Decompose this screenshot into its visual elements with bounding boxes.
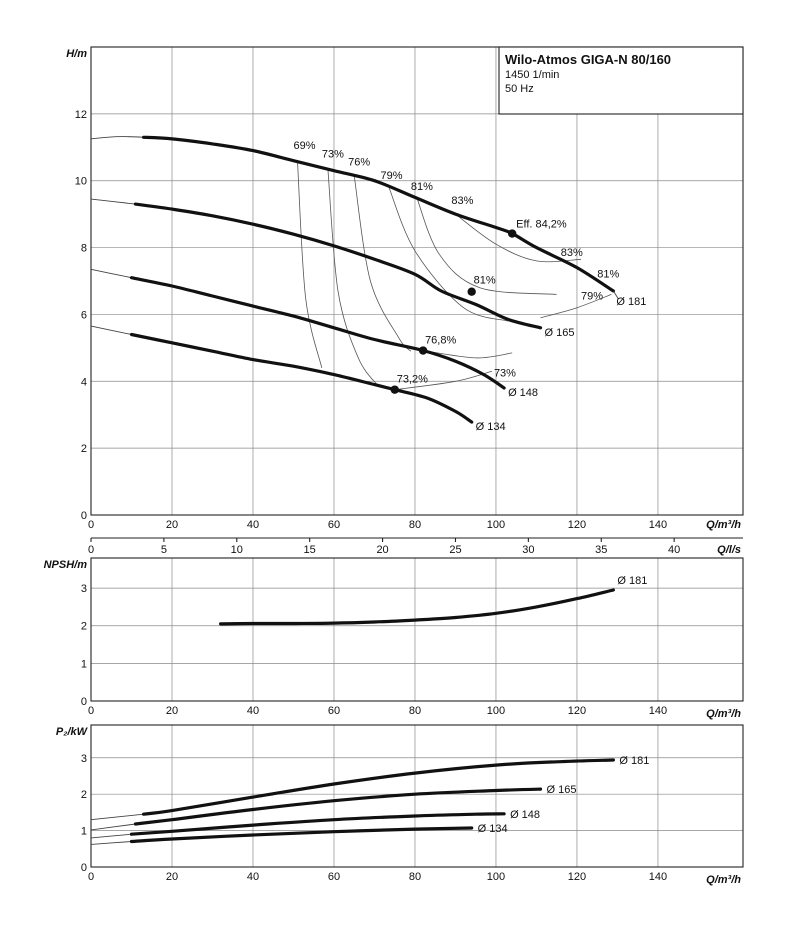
y-tick-label: 6: [80, 309, 87, 322]
x-axis-label: Q/m³/h: [706, 519, 741, 531]
npsh-curve: [221, 590, 614, 624]
series-label: Ø 148: [510, 808, 541, 821]
efficiency-point: [391, 385, 399, 393]
y-tick-label: 1: [80, 825, 87, 838]
plot-frame: [91, 47, 743, 515]
series-label: Ø 134: [477, 823, 508, 836]
power-curve-extension: [91, 824, 136, 830]
y-tick-label: 0: [80, 862, 87, 874]
efficiency-point-label: 73,2%: [396, 373, 428, 386]
power-curve-extension: [91, 842, 132, 845]
iso-efficiency-line: [389, 187, 508, 322]
y-axis-label: NPSH/m: [43, 559, 87, 571]
efficiency-label: 83%: [451, 195, 474, 208]
x-tick-label: 60: [327, 705, 341, 717]
power-curve-extension: [91, 814, 144, 820]
secondary-x-tick-label: 0: [87, 544, 95, 556]
npsh-panel: [44, 558, 743, 720]
curve-extension: [91, 326, 132, 334]
impeller-curve: [144, 137, 614, 291]
iso-efficiency-line: [298, 162, 322, 368]
y-tick-label: 12: [74, 108, 87, 121]
secondary-x-tick-label: 35: [595, 544, 608, 556]
head-panel: [66, 47, 743, 556]
y-tick-label: 1: [80, 658, 87, 671]
efficiency-label: 81%: [410, 181, 433, 194]
title-box-title: Wilo-Atmos GIGA-N 80/160: [505, 52, 672, 67]
y-tick-label: 2: [80, 789, 87, 802]
iso-efficiency-line: [328, 169, 379, 386]
secondary-x-tick-label: 30: [522, 544, 535, 556]
x-axis-label: Q/m³/h: [706, 874, 741, 886]
secondary-x-tick-label: 40: [668, 544, 681, 556]
efficiency-label: 81%: [597, 268, 620, 281]
x-tick-label: 80: [408, 871, 422, 883]
efficiency-point: [467, 287, 475, 295]
x-tick-label: 0: [87, 871, 95, 883]
secondary-x-tick-label: 25: [449, 544, 462, 556]
curve-extension: [91, 199, 136, 204]
y-tick-label: 0: [80, 696, 87, 708]
secondary-x-tick-label: 5: [160, 544, 167, 556]
efficiency-point-label: Eff. 84,2%: [516, 218, 567, 231]
y-tick-label: 2: [80, 620, 87, 633]
x-tick-label: 60: [327, 519, 341, 531]
y-tick-label: 2: [80, 443, 87, 456]
x-tick-label: 120: [567, 519, 587, 531]
series-label: Ø 165: [546, 784, 577, 797]
title-box-frequency: 50 Hz: [505, 83, 534, 95]
efficiency-label: 79%: [581, 290, 604, 303]
x-tick-label: 140: [648, 705, 668, 717]
x-tick-label: 40: [246, 519, 260, 531]
series-label: Ø 148: [508, 386, 539, 399]
x-tick-label: 80: [408, 705, 422, 717]
y-axis-label: H/m: [66, 48, 87, 60]
x-tick-label: 60: [327, 871, 341, 883]
efficiency-point-label: 76,8%: [425, 334, 457, 347]
title-box-speed: 1450 1/min: [505, 69, 560, 81]
efficiency-label: 73%: [321, 148, 344, 161]
x-tick-label: 20: [165, 519, 179, 531]
x-tick-label: 40: [246, 705, 260, 717]
series-label: Ø 134: [475, 421, 506, 434]
x-tick-label: 120: [567, 705, 587, 717]
power-panel: [56, 725, 743, 886]
y-tick-label: 8: [80, 242, 87, 255]
x-tick-label: 100: [486, 519, 506, 531]
series-label: Ø 181: [619, 754, 650, 767]
curve-extension: [91, 269, 132, 277]
x-tick-label: 100: [486, 705, 506, 717]
curve-extension: [91, 137, 144, 139]
efficiency-point: [508, 229, 516, 237]
y-tick-label: 4: [80, 376, 87, 389]
y-tick-label: 10: [74, 175, 87, 188]
series-label: Ø 165: [544, 326, 575, 339]
efficiency-point-label: 81%: [473, 274, 496, 287]
title-box: [499, 47, 743, 114]
y-tick-label: 3: [80, 583, 87, 596]
x-tick-label: 40: [246, 871, 260, 883]
efficiency-label: 79%: [380, 170, 403, 183]
efficiency-label: 73%: [493, 367, 516, 380]
series-label: Ø 181: [616, 296, 647, 309]
x-tick-label: 120: [567, 871, 587, 883]
secondary-x-tick-label: 10: [230, 544, 243, 556]
y-axis-label: P₂/kW: [55, 726, 87, 738]
efficiency-label: 69%: [293, 139, 316, 152]
y-tick-label: 3: [80, 752, 87, 765]
x-tick-label: 20: [165, 705, 179, 717]
x-tick-label: 100: [486, 871, 506, 883]
efficiency-point: [419, 346, 427, 354]
x-tick-label: 20: [165, 871, 179, 883]
efficiency-label: 83%: [560, 246, 583, 259]
y-tick-label: 0: [80, 510, 87, 522]
x-tick-label: 0: [87, 705, 95, 717]
series-label: Ø 181: [617, 574, 648, 587]
x-tick-label: 0: [87, 519, 95, 531]
secondary-x-tick-label: 15: [303, 544, 316, 556]
secondary-x-tick-label: 20: [376, 544, 389, 556]
efficiency-label: 76%: [348, 156, 371, 169]
power-curve-extension: [91, 834, 132, 838]
x-axis-label: Q/m³/h: [706, 708, 741, 720]
x-tick-label: 80: [408, 519, 422, 531]
x-tick-label: 140: [648, 519, 668, 531]
x-tick-label: 140: [648, 871, 668, 883]
plot-frame: [91, 725, 743, 867]
secondary-axis-label: Q/l/s: [717, 544, 741, 556]
power-curve: [144, 760, 614, 814]
